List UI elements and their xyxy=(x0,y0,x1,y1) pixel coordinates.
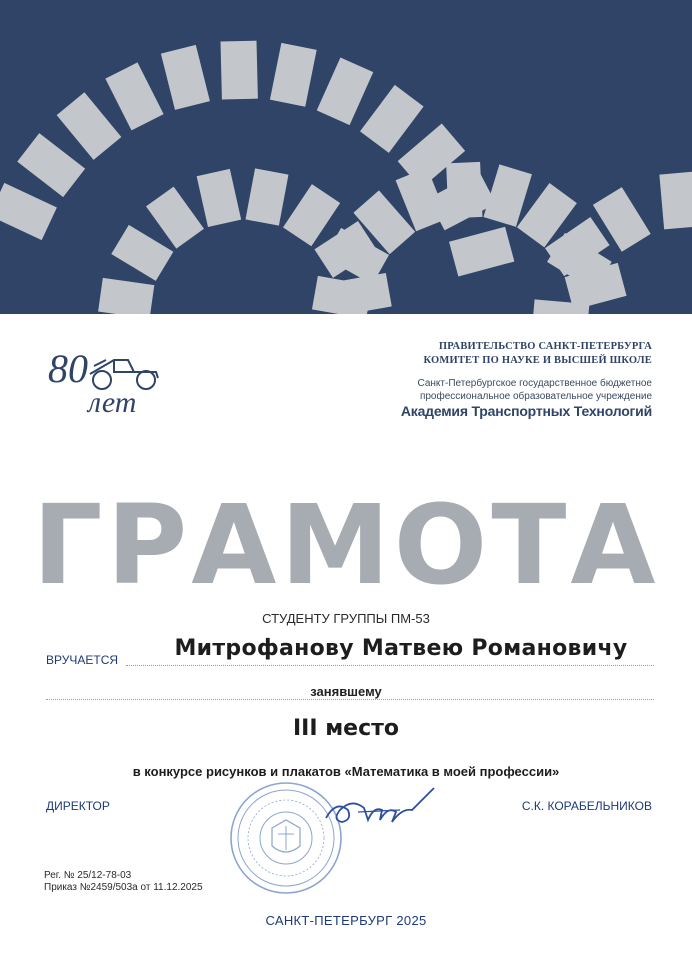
banner-tile-pattern xyxy=(0,0,692,314)
committee-line: КОМИТЕТ ПО НАУКЕ И ВЫСШЕЙ ШКОЛЕ xyxy=(423,355,652,366)
student-group-line: СТУДЕНТУ ГРУППЫ ПМ-53 xyxy=(262,611,430,626)
vintage-car-icon xyxy=(90,360,158,389)
took-dotted-line xyxy=(46,699,654,700)
banner-tile xyxy=(220,41,257,100)
signer-name: С.К. КОРАБЕЛЬНИКОВ xyxy=(521,799,652,813)
registration-block xyxy=(44,870,203,894)
anniversary-logo-graphic xyxy=(44,338,184,422)
banner-tile xyxy=(17,133,85,197)
anniversary-word: лет xyxy=(88,386,137,419)
anniversary-number: 80 xyxy=(48,346,88,391)
director-signature xyxy=(322,780,442,840)
header-banner xyxy=(0,0,692,314)
government-line: ПРАВИТЕЛЬСТВО САНКТ-ПЕТЕРБУРГА xyxy=(438,341,652,352)
anniversary-logo xyxy=(44,338,184,422)
awarded-label: ВРУЧАЕТСЯ xyxy=(46,653,119,667)
organization-block xyxy=(252,340,652,420)
banner-tile xyxy=(146,187,204,249)
banner-tile xyxy=(197,169,242,227)
registration-number: Рег. № 25/12-78-03 xyxy=(44,870,132,881)
banner-tile xyxy=(57,92,122,160)
banner-tile xyxy=(246,168,289,225)
banner-tile xyxy=(270,43,317,107)
place-text: III место xyxy=(292,716,400,741)
banner-tile xyxy=(283,184,340,246)
signature-graphic xyxy=(322,780,442,840)
banner-tile xyxy=(111,225,173,281)
footer-city-year: САНКТ-ПЕТЕРБУРГ 2025 xyxy=(265,913,427,928)
institution-type-line2: профессиональное образовательное учреждение xyxy=(419,391,652,402)
certificate-title: ГРАМОТА xyxy=(32,481,660,609)
banner-tile xyxy=(98,278,154,314)
banner-tile xyxy=(105,62,163,130)
banner-tile xyxy=(360,85,424,153)
director-label: ДИРЕКТОР xyxy=(46,799,110,813)
banner-tile xyxy=(0,183,57,240)
banner-tile xyxy=(317,57,374,125)
institution-name: Академия Транспортных Технологий xyxy=(400,403,652,419)
banner-tile xyxy=(449,227,514,277)
banner-tile xyxy=(161,45,210,110)
contest-text: в конкурсе рисунков и плакатов «Математика в моей профессии» xyxy=(132,764,560,779)
banner-tile xyxy=(446,162,482,218)
institution-type-line1: Санкт-Петербургское государственное бюджетное xyxy=(417,378,652,389)
took-line: занявшему xyxy=(310,684,382,699)
banner-tile xyxy=(659,172,692,230)
order-number: Приказ №2459/503а от 11.12.2025 xyxy=(44,882,203,893)
recipient-dotted-line xyxy=(126,665,654,666)
recipient-name: Митрофанову Матвею Романовичу xyxy=(174,636,628,661)
